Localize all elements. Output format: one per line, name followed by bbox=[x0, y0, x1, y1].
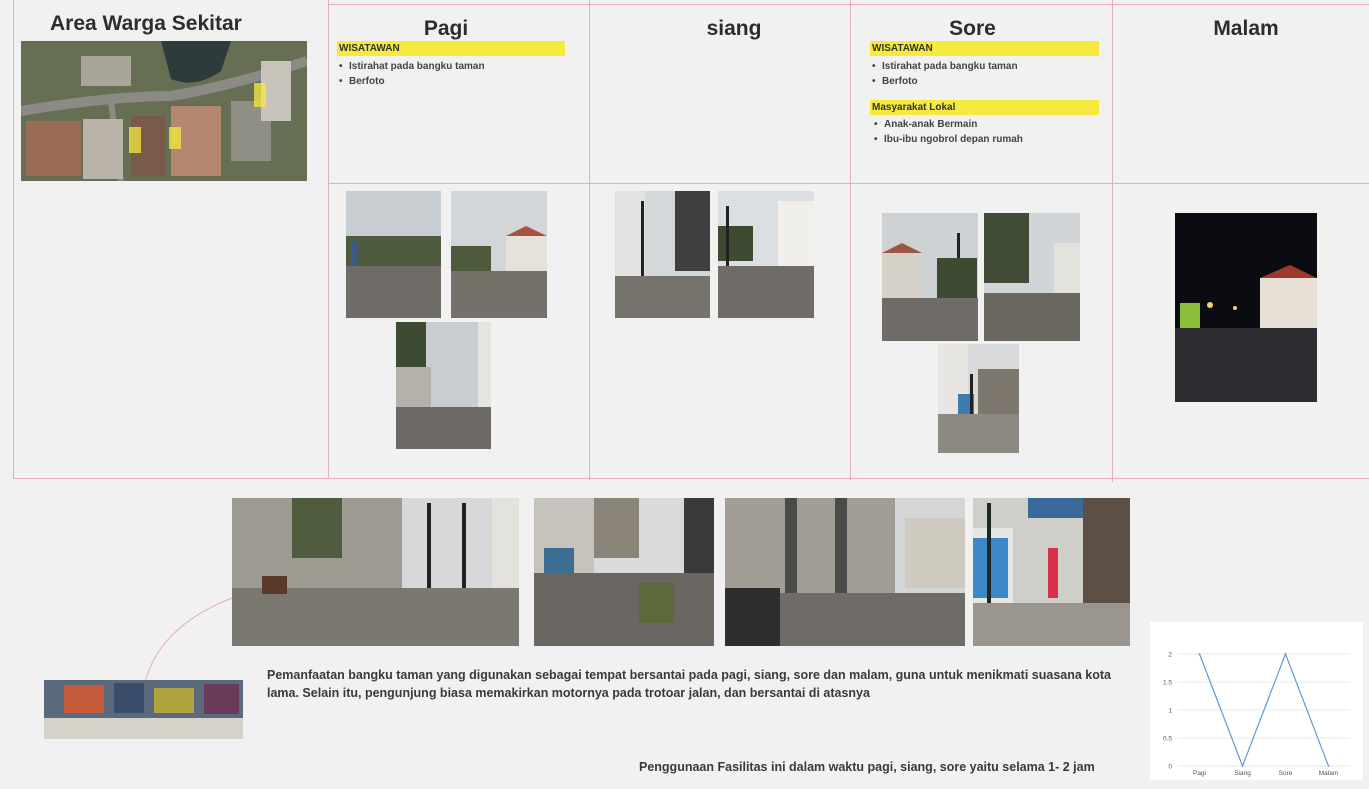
column-heading-malam: Malam bbox=[1213, 17, 1279, 40]
grid-divider bbox=[13, 0, 14, 478]
data-point bbox=[1242, 765, 1244, 767]
photo-bench-street[interactable] bbox=[973, 498, 1130, 646]
area-title: Area Warga Sekitar bbox=[50, 12, 242, 35]
y-tick-label: 1 bbox=[1168, 707, 1172, 715]
grid-divider bbox=[328, 0, 329, 478]
x-tick-label: Pagi bbox=[1192, 770, 1207, 777]
column-heading-pagi: Pagi bbox=[423, 17, 469, 40]
list-item: • Berfoto bbox=[349, 74, 485, 89]
tag-wisatawan: WISATAWAN bbox=[870, 41, 1099, 56]
list-item: • Istirahat pada bangku taman bbox=[882, 59, 1018, 74]
photo-pagi-street[interactable] bbox=[346, 191, 441, 318]
photo-pagi-street[interactable] bbox=[451, 191, 547, 318]
photo-sore-street[interactable] bbox=[938, 344, 1019, 453]
column-heading-siang: siang bbox=[706, 17, 762, 40]
photo-bench-street[interactable] bbox=[232, 498, 519, 646]
aerial-map[interactable] bbox=[21, 41, 307, 181]
photo-sore-street[interactable] bbox=[984, 213, 1080, 341]
grid-divider bbox=[1112, 0, 1113, 482]
photo-siang-street[interactable] bbox=[718, 191, 814, 318]
column-heading-sore: Sore bbox=[949, 17, 996, 40]
x-tick-label: Siang bbox=[1234, 770, 1251, 777]
list-item: • Berfoto bbox=[882, 74, 1018, 89]
grid-divider bbox=[13, 478, 1369, 479]
photo-bench-street[interactable] bbox=[725, 498, 965, 646]
list-item: • Istirahat pada bangku taman bbox=[349, 59, 485, 74]
grid-divider bbox=[328, 4, 1369, 5]
y-tick-label: 0 bbox=[1168, 763, 1172, 771]
usage-line-chart bbox=[1150, 622, 1363, 780]
activity-list bbox=[871, 59, 1018, 89]
photo-siang-street[interactable] bbox=[615, 191, 710, 318]
photo-pagi-street[interactable] bbox=[396, 322, 491, 449]
photo-sore-street[interactable] bbox=[882, 213, 978, 341]
grid-divider bbox=[328, 183, 1369, 184]
photo-malam-street[interactable] bbox=[1175, 213, 1317, 402]
y-tick-label: 1.5 bbox=[1162, 679, 1172, 687]
grid-divider bbox=[850, 0, 851, 480]
data-point bbox=[1199, 653, 1201, 655]
tag-masyarakat-lokal: Masyarakat Lokal bbox=[870, 100, 1099, 115]
y-tick-label: 0.5 bbox=[1162, 735, 1172, 743]
list-item: • Anak-anak Bermain bbox=[884, 117, 1023, 132]
activity-list bbox=[338, 59, 485, 89]
description-paragraph: Pemanfaatan bangku taman yang digunakan sebagai tempat bersantai pada pagi, siang, sore dan malam, guna untuk menikmati suasana kota lama. Selain itu, pengunjung biasa memakirkan motornya pada trotoar jalan, dan bersantai di atasnya bbox=[267, 668, 1111, 700]
data-point bbox=[1328, 765, 1330, 767]
chart-svg bbox=[1150, 622, 1363, 780]
tag-wisatawan: WISATAWAN bbox=[337, 41, 565, 56]
connector-line bbox=[140, 596, 240, 686]
usage-note: Penggunaan Fasilitas ini dalam waktu pagi, siang, sore yaitu selama 1- 2 jam bbox=[639, 760, 1095, 774]
x-tick-label: Sore bbox=[1278, 770, 1293, 777]
y-tick-label: 2 bbox=[1168, 651, 1172, 659]
list-item: • Ibu-ibu ngobrol depan rumah bbox=[884, 132, 1023, 147]
activity-list bbox=[873, 117, 1023, 147]
photo-mural-bench[interactable] bbox=[44, 680, 243, 739]
data-point bbox=[1285, 653, 1287, 655]
x-tick-label: Malam bbox=[1318, 770, 1339, 777]
photo-bench-street[interactable] bbox=[534, 498, 714, 646]
grid-divider bbox=[589, 0, 590, 480]
